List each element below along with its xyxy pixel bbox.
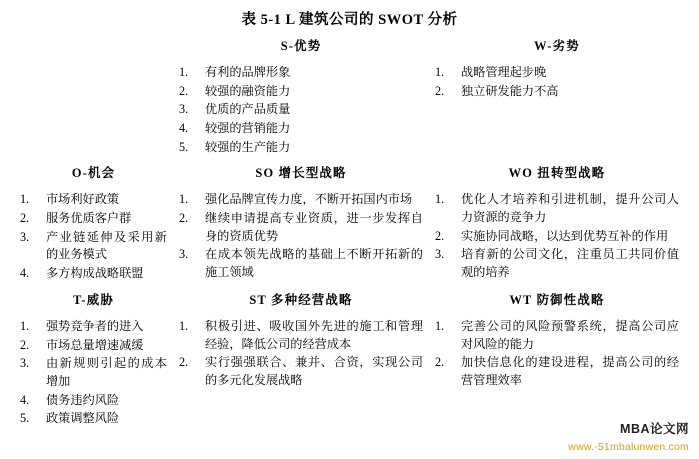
cell-weaknesses (429, 61, 685, 162)
item-number: 5. (179, 139, 189, 154)
item-number: 1. (179, 64, 189, 79)
list-item (179, 120, 423, 138)
list-item (435, 228, 679, 246)
item-text: 由新规则引起的成本增加 (46, 356, 167, 388)
header-st: ST 多种经营战略 (249, 292, 353, 307)
header-so: SO 增长型战略 (255, 166, 347, 181)
list-item (435, 64, 679, 82)
item-number: 1. (179, 192, 189, 207)
list-item (435, 246, 679, 281)
cell-st-strategies (173, 315, 429, 434)
header-strengths: S-优势 (280, 39, 322, 53)
cell-opportunities (14, 188, 173, 288)
header-weaknesses: W-劣势 (534, 39, 580, 53)
table-header-row-1 (14, 35, 685, 61)
item-number: 4. (20, 266, 30, 281)
table-row (14, 188, 685, 288)
item-number: 3. (20, 229, 30, 244)
list-item (179, 318, 423, 353)
item-text: 较强的生产能力 (205, 139, 291, 154)
item-text: 培育新的公司文化，注重员工共同价值观的培养 (461, 247, 679, 280)
list-item (20, 210, 167, 228)
item-number: 3. (179, 102, 189, 117)
item-text: 有利的品牌形象 (205, 64, 291, 79)
page-title: 表 5-1 L 建筑公司的 SWOT 分析 (241, 12, 458, 28)
item-number: 4. (179, 121, 189, 136)
item-number: 2. (179, 355, 189, 370)
cell-wo-strategies (429, 188, 685, 288)
list-item (20, 337, 167, 355)
item-text: 实行强强联合、兼并、合资，实现公司的多元化发展战略 (205, 355, 423, 387)
item-number: 2. (435, 83, 445, 98)
cell-strengths (173, 61, 429, 162)
list-item (179, 139, 423, 157)
item-number: 2. (179, 211, 189, 226)
list-item (179, 64, 423, 82)
list-item (179, 354, 423, 389)
list-item (20, 318, 167, 336)
item-text: 积极引进、吸收国外先进的施工和管理经验，降低公司的经营成本 (205, 318, 423, 351)
swot-table (14, 35, 685, 434)
list-item (20, 229, 167, 264)
list-item (435, 83, 679, 101)
table-header-row-2 (14, 162, 685, 188)
list-item (435, 318, 679, 353)
item-text: 优化人才培养和引进机制，提升公司人力资源的竞争力 (461, 192, 679, 225)
watermark-brand: MBA论文网 (620, 422, 689, 436)
item-number: 4. (20, 392, 30, 407)
opportunities-list (20, 191, 167, 282)
watermark-url: www.-51mbalunwen.com (568, 441, 689, 453)
item-number: 2. (435, 355, 445, 370)
item-text: 优质的产品质量 (205, 102, 291, 117)
list-item (179, 246, 423, 281)
item-text: 战略管理起步晚 (461, 64, 547, 79)
item-number: 1. (435, 192, 445, 207)
item-number: 1. (20, 318, 30, 333)
item-text: 加快信息化的建设进程，提高公司的经营管理效率 (461, 355, 679, 387)
cell-threats (14, 315, 173, 434)
item-number: 5. (20, 411, 30, 426)
list-item (179, 101, 423, 119)
list-item (20, 265, 167, 283)
item-number: 1. (179, 318, 189, 333)
item-number: 3. (179, 247, 189, 262)
blank-cell (14, 61, 173, 162)
item-number: 2. (435, 228, 445, 243)
item-text: 强势竞争者的进入 (46, 318, 144, 333)
item-text: 产业链延伸及采用新的业务模式 (46, 229, 167, 262)
item-text: 较强的营销能力 (205, 121, 291, 136)
header-opportunities: O-机会 (71, 166, 116, 181)
header-wt: WT 防御性战略 (509, 292, 605, 307)
item-text: 服务优质客户群 (46, 211, 132, 226)
item-text: 完善公司的风险预警系统，提高公司应对风险的能力 (461, 318, 679, 351)
header-wo: WO 扭转型战略 (508, 166, 606, 181)
item-text: 独立研发能力不高 (461, 83, 559, 98)
item-number: 3. (20, 356, 30, 371)
wo-list (435, 191, 679, 281)
list-item (179, 191, 423, 209)
wt-list (435, 318, 679, 390)
weaknesses-list (435, 64, 679, 100)
list-item (20, 410, 167, 428)
list-item (179, 83, 423, 101)
list-item (20, 355, 167, 390)
list-item (20, 392, 167, 410)
item-text: 政策调整风险 (46, 411, 120, 426)
item-number: 1. (435, 318, 445, 333)
so-list (179, 191, 423, 281)
cell-so-strategies (173, 188, 429, 288)
list-item (435, 191, 679, 226)
cell-wt-strategies (429, 315, 685, 434)
list-item (20, 191, 167, 209)
item-number: 2. (20, 337, 30, 352)
item-number: 2. (20, 211, 30, 226)
item-number: 3. (435, 247, 445, 262)
header-threats: T-威胁 (73, 292, 114, 307)
corner-cell (14, 35, 173, 61)
strengths-list (179, 64, 423, 156)
table-row (14, 315, 685, 434)
item-text: 继续申请提高专业资质，进一步发挥自身的资质优势 (205, 211, 423, 243)
threats-list (20, 318, 167, 428)
item-number: 1. (435, 64, 445, 79)
item-number: 2. (179, 83, 189, 98)
list-item (179, 210, 423, 245)
item-text: 强化品牌宣传力度，不断开拓国内市场 (205, 192, 413, 207)
item-text: 市场利好政策 (46, 192, 120, 207)
item-text: 债务违约风险 (46, 392, 120, 407)
item-number: 1. (20, 192, 30, 207)
table-row (14, 61, 685, 162)
item-text: 市场总量增速减缓 (46, 337, 144, 352)
item-text: 实施协同战略，以达到优势互补的作用 (461, 228, 669, 243)
item-text: 在成本领先战略的基础上不断开拓新的施工领域 (205, 247, 423, 280)
list-item (435, 354, 679, 389)
item-text: 多方构成战略联盟 (46, 266, 144, 281)
table-header-row-3 (14, 289, 685, 315)
st-list (179, 318, 423, 390)
item-text: 较强的融资能力 (205, 83, 291, 98)
